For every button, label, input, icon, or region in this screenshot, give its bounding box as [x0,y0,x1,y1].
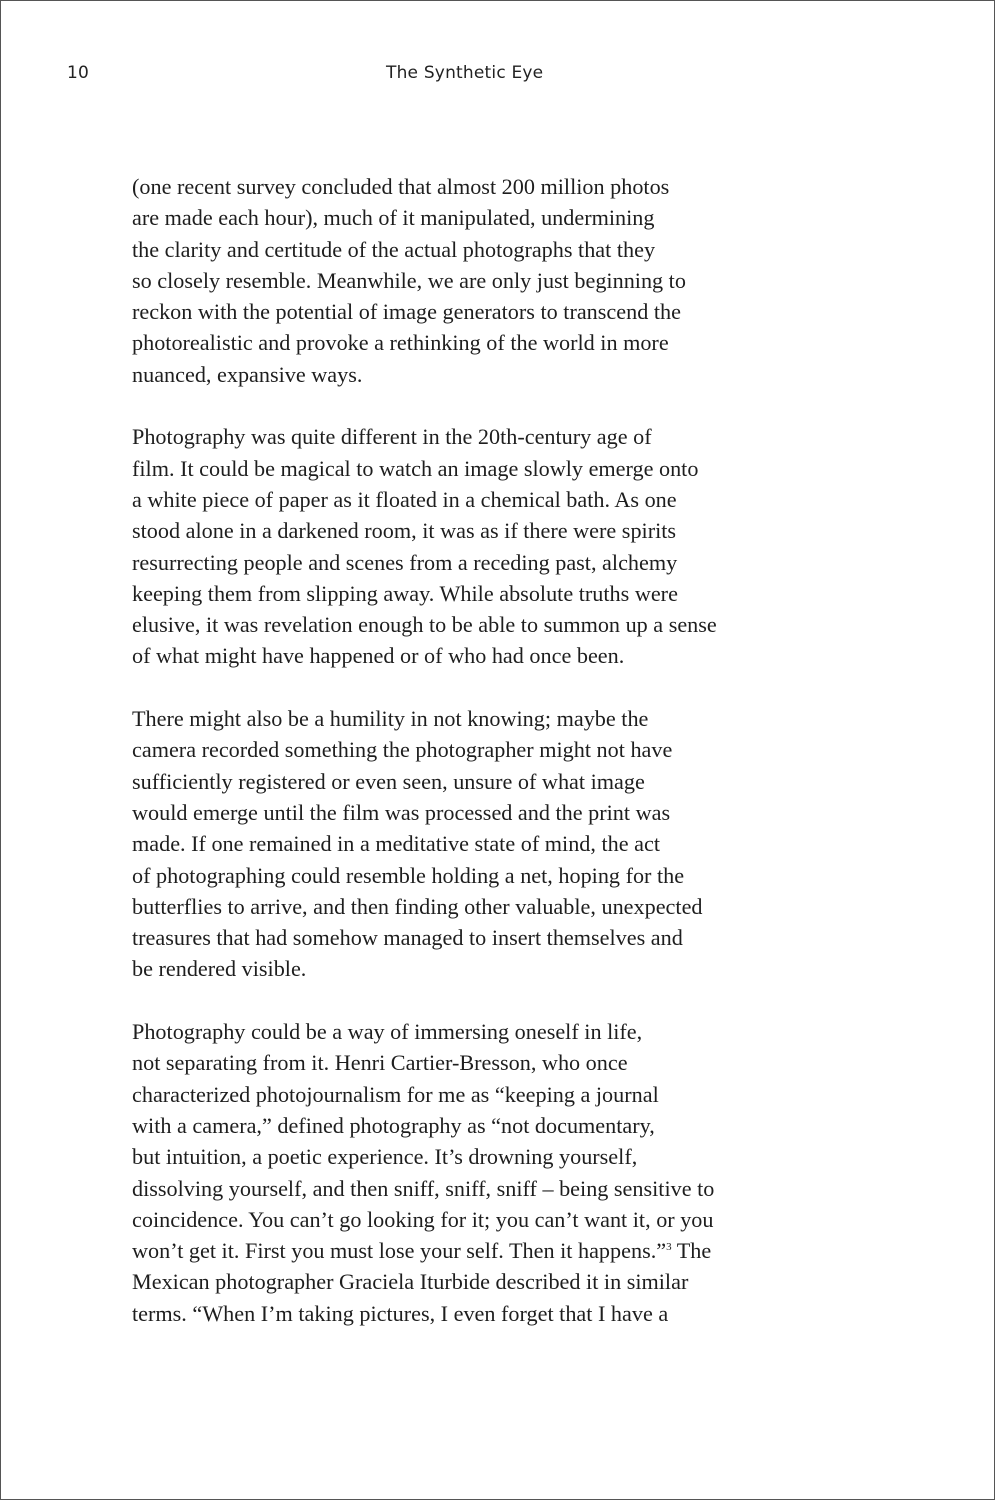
text-line: elusive, it was revelation enough to be able to summon up a sense [132,612,717,638]
text-line: reckon with the potential of image generators to transcend the [132,299,681,325]
paragraph [132,171,852,390]
text-line: stood alone in a darkened room, it was as if there were spirits [132,518,677,544]
text-line: with a camera,” defined photography as “not documentary, [132,1112,655,1138]
text-line: the clarity and certitude of the actual photographs that they [132,236,656,262]
paragraph [132,1016,852,1329]
text-line: would emerge until the film was processed and the print was [132,799,671,825]
text-line: photorealistic and provoke a rethinking of the world in more [132,330,669,356]
text-line: are made each hour), much of it manipulated, undermining [132,205,655,231]
text-line: keeping them from slipping away. While absolute truths were [132,580,678,606]
page-number: 10 [67,63,90,83]
paragraph [132,703,852,985]
text-line: Photography could be a way of immersing oneself in life, [132,1019,643,1045]
text-line: Photography was quite different in the 20th-century age of [132,424,652,450]
text-line: so closely resemble. Meanwhile, we are only just beginning to [132,267,686,293]
text-line: be rendered visible. [132,956,307,982]
text-line: characterized photojournalism for me as “keeping a journal [132,1081,659,1107]
body-text [132,171,852,1360]
text-line: of photographing could resemble holding a net, hoping for the [132,862,685,888]
text-line: but intuition, a poetic experience. It’s drowning yourself, [132,1144,638,1170]
text-line: treasures that had somehow managed to insert themselves and [132,925,683,951]
text-line: There might also be a humility in not knowing; maybe the [132,706,649,732]
text-line: film. It could be magical to watch an image slowly emerge onto [132,455,699,481]
text-line [132,1235,852,1266]
text-line: Mexican photographer Graciela Iturbide described it in similar [132,1269,689,1295]
text-line: of what might have happened or of who had once been. [132,643,625,669]
footnote-marker[interactable]: 3 [666,1241,672,1254]
text-line: sufficiently registered or even seen, unsure of what image [132,768,645,794]
text-segment: won’t get it. First you must lose your self. Then it happens.” [132,1238,667,1264]
text-line: nuanced, expansive ways. [132,361,363,387]
running-title: The Synthetic Eye [386,63,544,83]
text-line: coincidence. You can’t go looking for it; you can’t want it, or you [132,1206,714,1232]
text-line: camera recorded something the photographer might not have [132,737,673,763]
text-line: (one recent survey concluded that almost 200 million photos [132,174,670,199]
text-line: a white piece of paper as it floated in a chemical bath. As one [132,486,677,512]
text-line: not separating from it. Henri Cartier-Bresson, who once [132,1050,628,1076]
text-line: butterflies to arrive, and then finding other valuable, unexpected [132,893,703,919]
text-line: dissolving yourself, and then sniff, sniff, sniff – being sensitive to [132,1175,715,1201]
text-segment: The [671,1238,712,1264]
text-line: resurrecting people and scenes from a receding past, alchemy [132,549,678,575]
text-line: made. If one remained in a meditative state of mind, the act [132,831,660,857]
paragraph [132,421,852,671]
text-line: terms. “When I’m taking pictures, I even forget that I have a [132,1300,669,1326]
